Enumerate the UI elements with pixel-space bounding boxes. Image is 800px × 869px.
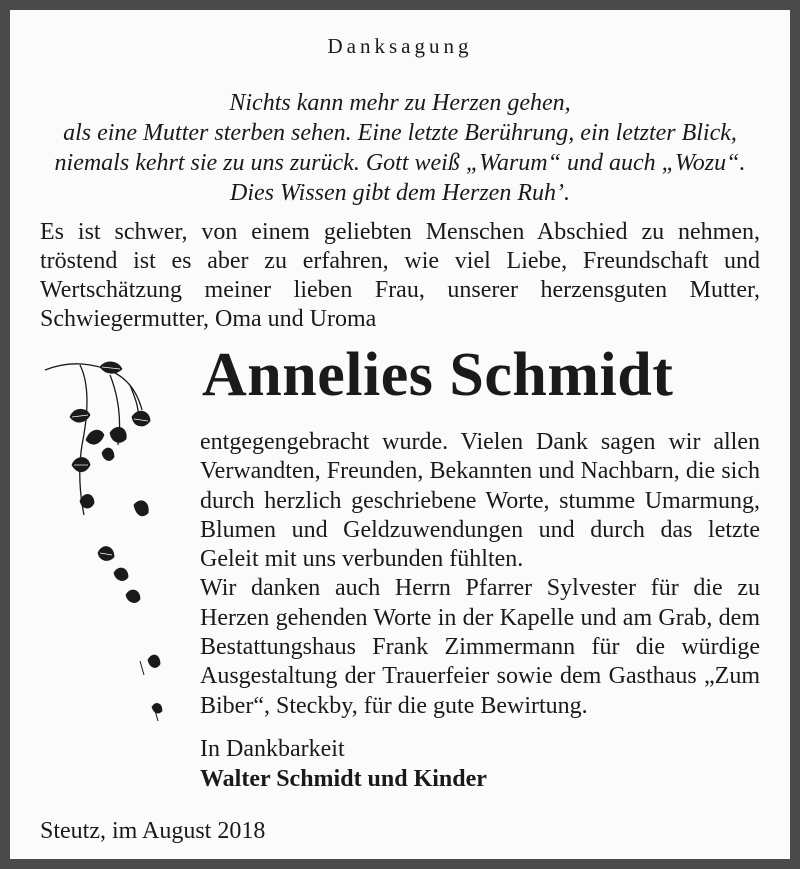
signature: Walter Schmidt und Kinder <box>200 766 487 792</box>
intro-paragraph: Es ist schwer, von einem geliebten Menschen Abschied zu nehmen, tröstend ist es aber zu erfahren, wie viel Liebe, Freundschaft und Wertschätzung meiner lieben Frau, unserer herzensguten Mutter, Schwiegermutter, Oma und Uroma <box>40 219 760 332</box>
poem-line: Nichts kann mehr zu Herzen gehen, <box>229 90 571 116</box>
body-paragraph: Wir danken auch Herrn Pfarrer Sylvester für die zu Herzen gehenden Worte in der Kapelle und am Grab, dem Bestattungshaus Frank Zimmermann für die würdige Ausgestaltung der Trauerfeier sowie dem Gasthaus „Zum Biber“, Steckby, für die gute Bewirtung. <box>200 575 760 719</box>
birch-leaves-icon <box>40 355 180 745</box>
poem <box>10 88 790 208</box>
notice-heading: Danksagung <box>327 34 473 58</box>
body-paragraph: entgegengebracht wurde. Vielen Dank sagen wir allen Verwandten, Freunden, Bekannten und Nachbarn, die sich durch herzlich geschriebene Worte, stumme Umarmung, Blumen und Geldzuwendungen und durch das letzte Geleit mit uns verbunden fühlten. <box>200 429 760 573</box>
deceased-name: Annelies Schmidt <box>202 341 674 409</box>
closing-block <box>200 734 487 794</box>
poem-line: Dies Wissen gibt dem Herzen Ruh’. <box>230 180 570 206</box>
poem-line: niemals kehrt sie zu uns zurück. Gott weiß „Warum“ und auch „Wozu“. <box>54 150 746 176</box>
place-date: Steutz, im August 2018 <box>40 818 266 844</box>
poem-line: als eine Mutter sterben sehen. Eine letzte Berührung, ein letzter Blick, <box>63 120 737 146</box>
body-text <box>200 428 760 721</box>
closing-phrase: In Dankbarkeit <box>200 736 345 762</box>
